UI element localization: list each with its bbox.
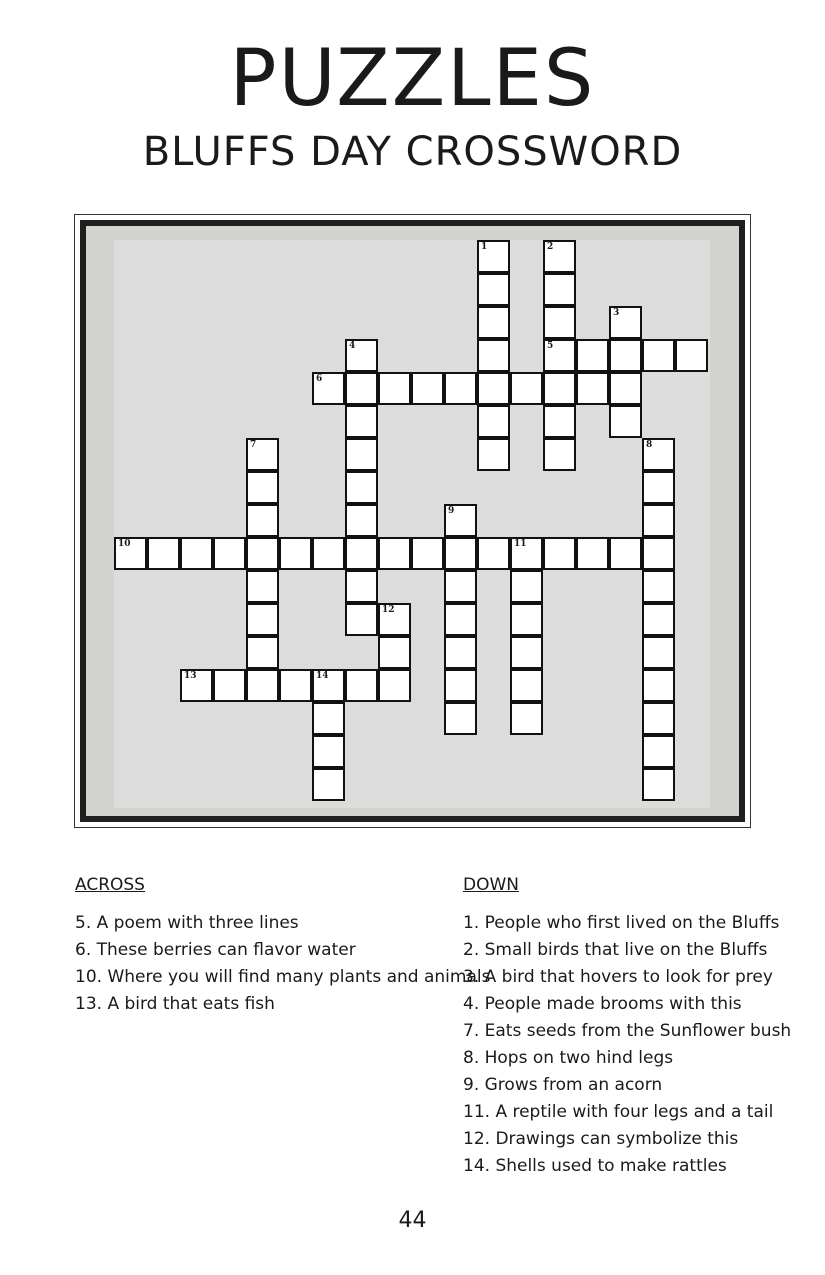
clue-number: 11 (514, 539, 527, 549)
crossword-grid (114, 240, 710, 808)
clue-number: 13 (184, 671, 197, 681)
crossword-cell[interactable] (576, 537, 609, 570)
across-clue: 5. A poem with three lines (75, 913, 299, 933)
crossword-cell[interactable] (642, 636, 675, 669)
crossword-cell[interactable] (312, 537, 345, 570)
crossword-cell[interactable] (213, 537, 246, 570)
crossword-cell[interactable] (543, 339, 576, 372)
crossword-cell[interactable] (642, 339, 675, 372)
crossword-cell[interactable] (246, 570, 279, 603)
crossword-cell[interactable] (345, 471, 378, 504)
across-heading: ACROSS (75, 875, 145, 895)
crossword-cell[interactable] (378, 636, 411, 669)
down-clue-list (463, 910, 791, 1180)
crossword-cell[interactable] (510, 669, 543, 702)
crossword-cell[interactable] (642, 570, 675, 603)
crossword-cell[interactable] (543, 240, 576, 273)
clue-number: 2 (547, 242, 554, 252)
crossword-cell[interactable] (411, 372, 444, 405)
crossword-cell[interactable] (444, 636, 477, 669)
crossword-cell[interactable] (477, 438, 510, 471)
crossword-cell[interactable] (246, 537, 279, 570)
crossword-cell[interactable] (609, 405, 642, 438)
crossword-cell[interactable] (345, 372, 378, 405)
crossword-cell[interactable] (576, 339, 609, 372)
crossword-cell[interactable] (609, 372, 642, 405)
crossword-cell[interactable] (444, 603, 477, 636)
crossword-cell[interactable] (444, 570, 477, 603)
crossword-cell[interactable] (444, 669, 477, 702)
crossword-cell[interactable] (642, 504, 675, 537)
crossword-cell[interactable] (642, 669, 675, 702)
crossword-cell[interactable] (642, 537, 675, 570)
crossword-cell[interactable] (609, 537, 642, 570)
crossword-cell[interactable] (543, 405, 576, 438)
crossword-cell[interactable] (312, 768, 345, 801)
down-clue: 3. A bird that hovers to look for prey (463, 967, 773, 987)
crossword-cell[interactable] (510, 603, 543, 636)
clue-number: 9 (448, 506, 455, 516)
crossword-cell[interactable] (642, 603, 675, 636)
crossword-cell[interactable] (378, 372, 411, 405)
clue-number: 14 (316, 671, 329, 681)
down-clue: 14. Shells used to make rattles (463, 1156, 727, 1176)
down-clue: 11. A reptile with four legs and a tail (463, 1102, 774, 1122)
down-clue: 2. Small birds that live on the Bluffs (463, 940, 768, 960)
crossword-cell[interactable] (576, 372, 609, 405)
clue-number: 10 (118, 539, 131, 549)
crossword-cell[interactable] (477, 372, 510, 405)
crossword-cell[interactable] (345, 669, 378, 702)
crossword-cell[interactable] (609, 306, 642, 339)
across-clue: 6. These berries can flavor water (75, 940, 356, 960)
crossword-cell[interactable] (675, 339, 708, 372)
crossword-cell[interactable] (444, 372, 477, 405)
crossword-cell[interactable] (246, 636, 279, 669)
down-clue: 8. Hops on two hind legs (463, 1048, 674, 1068)
crossword-cell[interactable] (543, 372, 576, 405)
crossword-cell[interactable] (312, 702, 345, 735)
crossword-cell[interactable] (279, 669, 312, 702)
down-clue: 9. Grows from an acorn (463, 1075, 663, 1095)
crossword-cell[interactable] (510, 372, 543, 405)
page-title: PUZZLES (229, 34, 596, 124)
across-clue-list (75, 910, 490, 1018)
crossword-cell[interactable] (477, 306, 510, 339)
crossword-cell[interactable] (378, 537, 411, 570)
crossword-cell[interactable] (378, 669, 411, 702)
crossword-cell[interactable] (477, 339, 510, 372)
clue-number: 5 (547, 341, 554, 351)
crossword-cell[interactable] (180, 669, 213, 702)
crossword-cell[interactable] (246, 603, 279, 636)
clue-number: 7 (250, 440, 257, 450)
down-clue: 1. People who first lived on the Bluffs (463, 913, 780, 933)
crossword-cell[interactable] (510, 636, 543, 669)
crossword-cell[interactable] (312, 735, 345, 768)
crossword-cell[interactable] (477, 273, 510, 306)
crossword-cell[interactable] (246, 438, 279, 471)
crossword-cell[interactable] (477, 405, 510, 438)
crossword-cell[interactable] (477, 537, 510, 570)
crossword-cell[interactable] (312, 669, 345, 702)
clue-number: 1 (481, 242, 488, 252)
crossword-cell[interactable] (378, 603, 411, 636)
crossword-cell[interactable] (543, 438, 576, 471)
crossword-cell[interactable] (246, 669, 279, 702)
crossword-cell[interactable] (642, 768, 675, 801)
crossword-cell[interactable] (477, 240, 510, 273)
crossword-cell[interactable] (180, 537, 213, 570)
crossword-cell[interactable] (642, 471, 675, 504)
clue-number: 4 (349, 341, 356, 351)
crossword-cell[interactable] (543, 306, 576, 339)
across-clue: 10. Where you will find many plants and animals (75, 967, 491, 987)
crossword-cell[interactable] (411, 537, 444, 570)
crossword-cell[interactable] (246, 471, 279, 504)
down-clue: 4. People made brooms with this (463, 994, 742, 1014)
crossword-cell[interactable] (345, 537, 378, 570)
crossword-cell[interactable] (246, 504, 279, 537)
crossword-cell[interactable] (444, 504, 477, 537)
puzzle-title: BLUFFS DAY CROSSWORD (142, 129, 683, 175)
clue-number: 12 (382, 605, 395, 615)
crossword-cell[interactable] (510, 537, 543, 570)
across-clue: 13. A bird that eats fish (75, 994, 275, 1014)
crossword-cell[interactable] (345, 339, 378, 372)
crossword-cell[interactable] (114, 537, 147, 570)
crossword-cell[interactable] (642, 438, 675, 471)
crossword-cell[interactable] (312, 372, 345, 405)
crossword-cell[interactable] (510, 702, 543, 735)
clue-number: 6 (316, 374, 323, 384)
crossword-cell[interactable] (345, 405, 378, 438)
crossword-cell[interactable] (642, 702, 675, 735)
crossword-cell[interactable] (213, 669, 246, 702)
down-clue: 12. Drawings can symbolize this (463, 1129, 739, 1149)
crossword-cell[interactable] (543, 273, 576, 306)
clue-number: 3 (613, 308, 620, 318)
crossword-cell[interactable] (345, 504, 378, 537)
crossword-cell[interactable] (147, 537, 180, 570)
crossword-cell[interactable] (345, 438, 378, 471)
crossword-cell[interactable] (609, 339, 642, 372)
crossword-cell[interactable] (510, 570, 543, 603)
down-clue: 7. Eats seeds from the Sunflower bush (463, 1021, 792, 1041)
crossword-cell[interactable] (642, 735, 675, 768)
crossword-cell[interactable] (279, 537, 312, 570)
page-number: 44 (398, 1208, 427, 1233)
crossword-cell[interactable] (543, 537, 576, 570)
crossword-cell[interactable] (444, 537, 477, 570)
crossword-cell[interactable] (444, 702, 477, 735)
clue-number: 8 (646, 440, 653, 450)
crossword-cell[interactable] (345, 570, 378, 603)
down-heading: DOWN (463, 875, 519, 895)
crossword-cell[interactable] (345, 603, 378, 636)
